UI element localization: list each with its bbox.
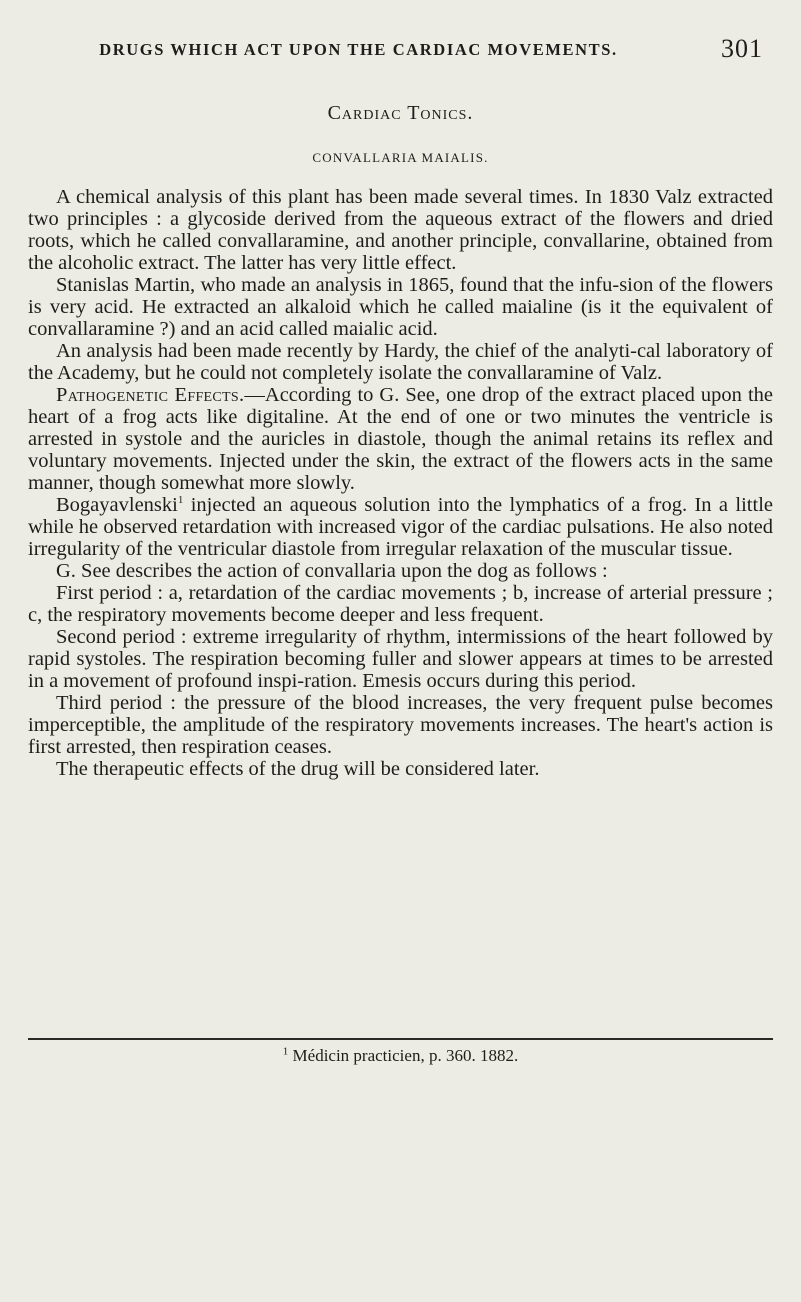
paragraph: First period : a, retardation of the cardiac movements ; b, increase of arterial pressure ; c, the respiratory movements become deeper and less frequent. bbox=[28, 582, 773, 626]
paragraph-name: Bogayavlenski bbox=[56, 494, 178, 516]
paragraph bbox=[28, 494, 773, 560]
section-title: Cardiac Tonics. bbox=[327, 102, 474, 124]
paragraph: Stanislas Martin, who made an analysis in 1865, found that the infu-sion of the flowers is very acid. He extracted an alkaloid which he called maialine (is it the equivalent of convallaramine ?) and an acid called maialic acid. bbox=[28, 274, 773, 340]
page-number: 301 bbox=[721, 34, 763, 63]
paragraph-text: —According to G. See, one drop of the extract placed upon the heart of a frog acts like digitaline. At the end of one or two minutes the ventricle is arrested in systole and the auricles in diastole, though the animal retains its reflex and voluntary movements. Injected under the skin, the extract of the flowers acts in the same manner, though somewhat more slowly. bbox=[28, 384, 773, 494]
footnote-mark: 1 bbox=[282, 1045, 289, 1058]
paragraph: Second period : extreme irregularity of rhythm, intermissions of the heart followed by rapid systoles. The respiration becoming fuller and slower appears at times to be arrested in a movement of profound inspi-ration. Emesis occurs during this period. bbox=[28, 626, 773, 692]
footnote-divider bbox=[28, 1038, 773, 1040]
footnote bbox=[0, 1046, 801, 1066]
subsection-title: CONVALLARIA MAIALIS. bbox=[312, 150, 489, 165]
paragraph: An analysis had been made recently by Hardy, the chief of the analyti-cal laboratory of the Academy, but he could not completely isolate the convallaramine of Valz. bbox=[28, 340, 773, 384]
paragraph: G. See describes the action of convallaria upon the dog as follows : bbox=[56, 560, 608, 582]
paragraph bbox=[28, 384, 773, 494]
running-title: DRUGS WHICH ACT UPON THE CARDIAC MOVEMENTS. bbox=[99, 40, 618, 59]
paragraph: Third period : the pressure of the blood increases, the very frequent pulse becomes imperceptible, the amplitude of the respiratory movements increases. The heart's action is first arrested, then respiration ceases. bbox=[28, 692, 773, 758]
footnote-reference: 1 bbox=[177, 494, 184, 507]
footnote-text: Médicin practicien, p. 360. 1882. bbox=[288, 1046, 519, 1065]
body-text bbox=[28, 186, 773, 780]
paragraph-heading: Pathogenetic Effects. bbox=[56, 384, 245, 406]
paragraph: A chemical analysis of this plant has been made several times. In 1830 Valz extracted two principles : a glycoside derived from the aqueous extract of the flowers and dried roots, which he called convallaramine, and another principle, convallarine, obtained from the alcoholic extract. The latter has very little effect. bbox=[28, 186, 773, 274]
paragraph: The therapeutic effects of the drug will be considered later. bbox=[56, 758, 540, 780]
paragraph-text: injected an aqueous solution into the lymphatics of a frog. In a little while he observed retardation with increased vigor of the cardiac pulsations. He also noted irregularity of the ventricular diastole from irregular relaxation of the muscular tissue. bbox=[28, 494, 773, 560]
running-header bbox=[32, 36, 769, 64]
